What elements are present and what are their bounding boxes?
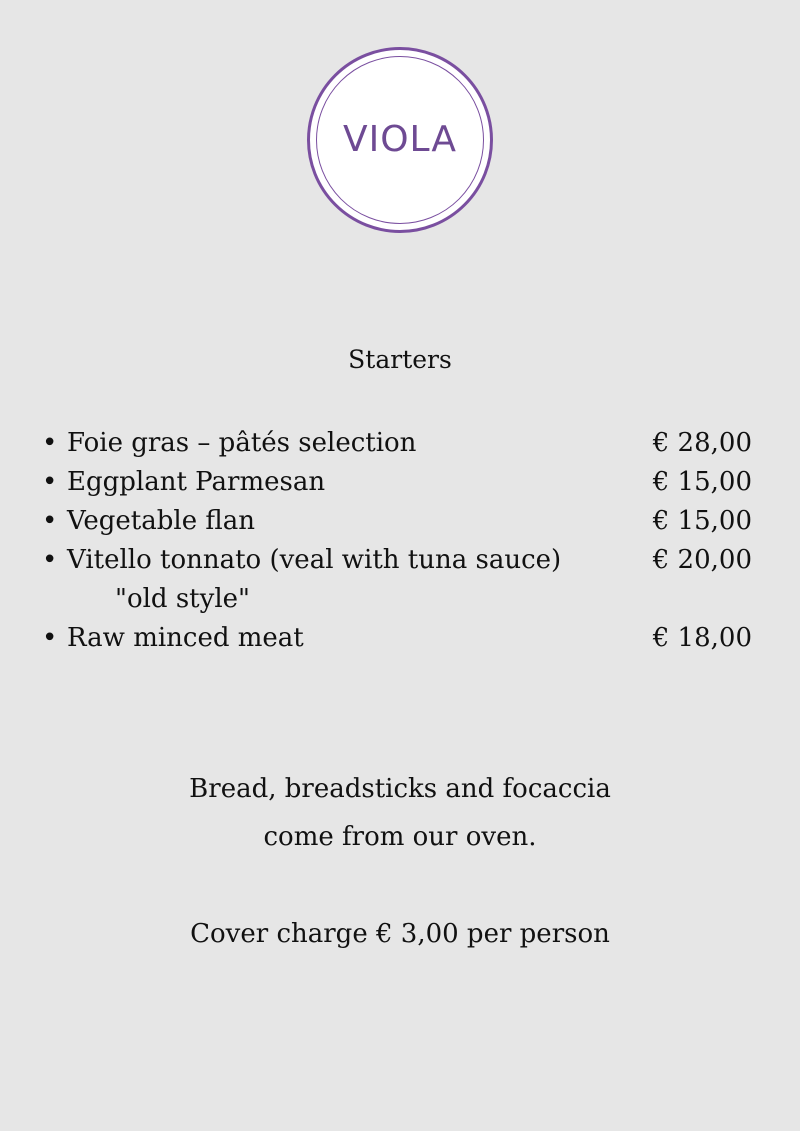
menu-item-price: € 20,00	[652, 545, 752, 575]
menu-list	[42, 424, 752, 658]
menu-item	[42, 541, 752, 619]
menu-item	[42, 424, 752, 463]
bullet-icon: •	[42, 506, 58, 536]
restaurant-logo	[307, 47, 493, 233]
logo-text: VIOLA	[342, 119, 458, 160]
bread-note-line1: Bread, breadsticks and focaccia	[189, 774, 611, 804]
bullet-icon: •	[42, 623, 58, 653]
bread-note-line2: come from our oven.	[263, 822, 537, 852]
bullet-icon: •	[42, 467, 58, 497]
menu-item-name: Vegetable flan	[67, 506, 255, 536]
menu-item-price: € 18,00	[652, 623, 752, 653]
menu-item	[42, 463, 752, 502]
menu-item-name: Eggplant Parmesan	[67, 467, 326, 497]
menu-item	[42, 619, 752, 658]
bullet-icon: •	[42, 428, 58, 458]
section-title: Starters	[348, 345, 452, 374]
bullet-icon: •	[42, 545, 58, 575]
menu-item-name: Vitello tonnato (veal with tuna sauce)	[67, 545, 562, 575]
menu-item-name: Raw minced meat	[67, 623, 304, 653]
menu-item-name: Foie gras – pâtés selection	[67, 428, 417, 458]
menu-item-price: € 15,00	[652, 467, 752, 497]
menu-item-note: "old style"	[115, 584, 250, 614]
cover-charge-note: Cover charge € 3,00 per person	[190, 919, 610, 949]
menu-item	[42, 502, 752, 541]
menu-item-price: € 15,00	[652, 506, 752, 536]
menu-item-price: € 28,00	[652, 428, 752, 458]
